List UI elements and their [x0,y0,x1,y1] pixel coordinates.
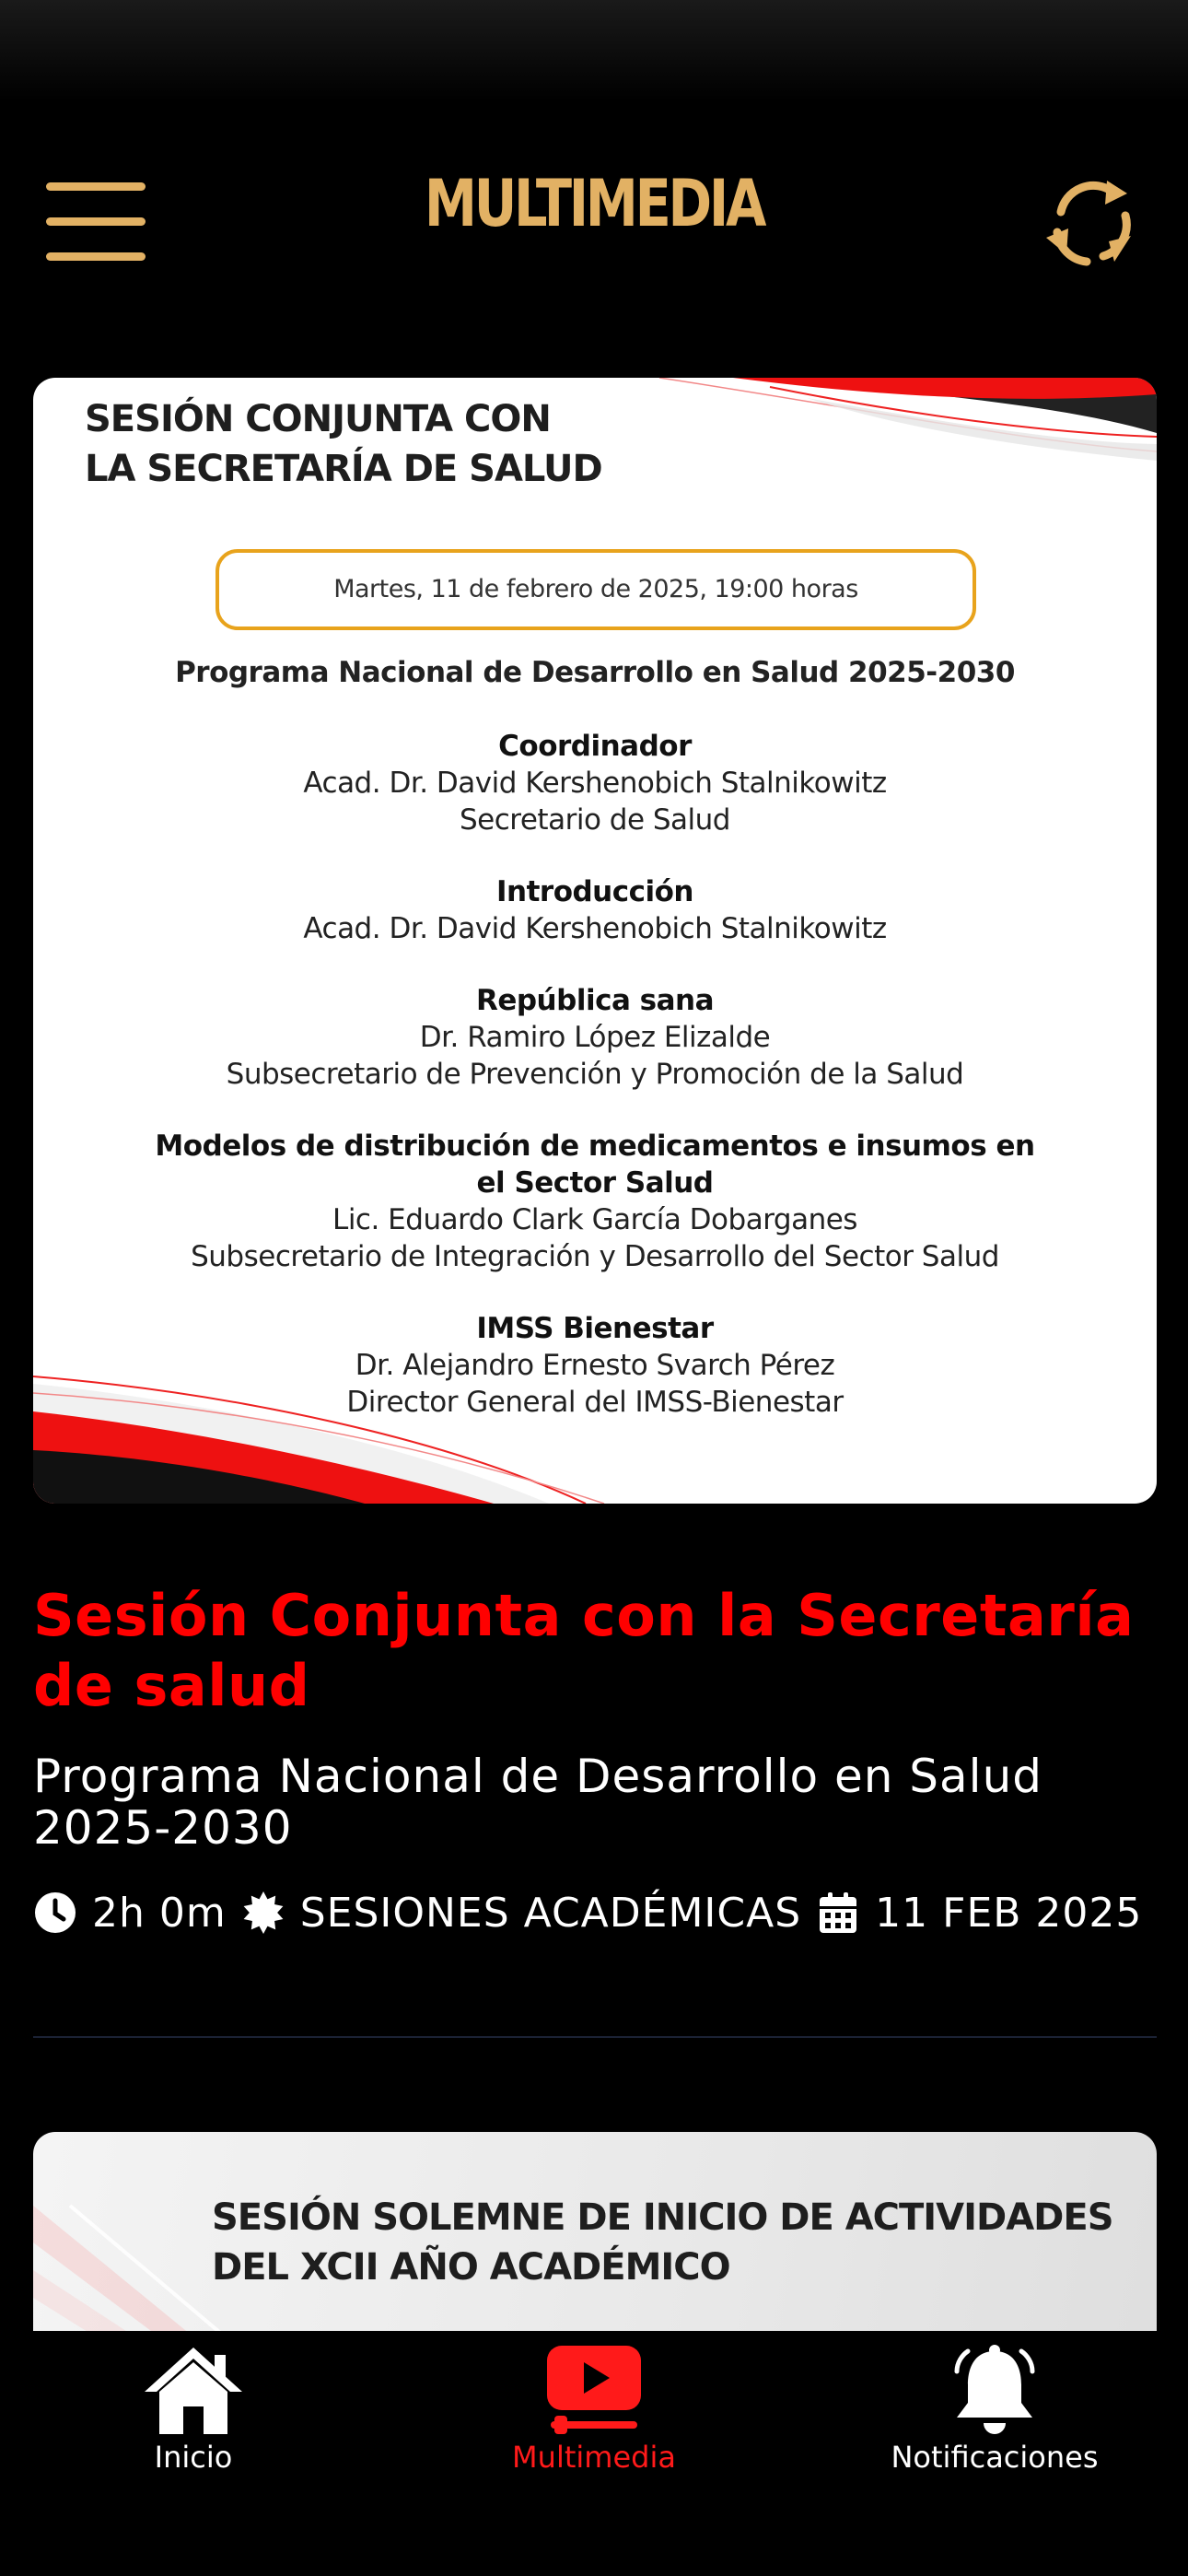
video-card[interactable] [33,378,1157,1937]
poster-section-republica: República sana Dr. Ramiro López Elizalde Subsecretario de Prevención y Promoción de la Salud [226,984,964,1091]
badge-icon [241,1891,285,1935]
status-bar [0,0,1188,101]
refresh-icon[interactable] [1041,173,1142,275]
poster-section-imss: IMSS Bienestar Dr. Alejandro Ernesto Svarch Pérez Director General del IMSS-Bienestar [346,1312,844,1419]
nav-item-notificaciones[interactable] [866,2331,1124,2515]
nav-item-inicio[interactable] [101,2331,285,2515]
video-duration: 2h 0m [92,1889,227,1937]
bottom-navigation [0,2331,1188,2576]
video-title[interactable]: Sesión Conjunta con la Secretaría de salud [33,1582,1135,1719]
poster-section-coordinador: Coordinador Acad. Dr. David Kershenobich Stalnikowitz Secretario de Salud [303,730,887,837]
poster-program: Programa Nacional de Desarrollo en Salud 2025-2030 [175,656,1015,689]
video-category: SESIONES ACADÉMICAS [299,1889,802,1937]
poster-title: SESIÓN SOLEMNE DE INICIO DE ACTIVIDADES DEL XCII AÑO ACADÉMICO [212,2196,1113,2289]
poster-section-introduccion: Introducción Acad. Dr. David Kershenobich Stalnikowitz [303,875,887,945]
nav-label-multimedia: Multimedia [512,2440,676,2475]
nav-item-multimedia[interactable] [479,2331,709,2515]
home-icon [143,2344,244,2436]
video-date: 11 FEB 2025 [875,1889,1143,1937]
clock-icon [33,1891,77,1935]
nav-label-notificaciones: Notificaciones [891,2440,1099,2475]
nav-label-inicio: Inicio [154,2440,233,2475]
multimedia-feed[interactable] [0,378,1188,2331]
decorative-wave [33,1365,1157,1504]
poster-section-modelos: Modelos de distribución de medicamentos e insumos en el Sector Salud Lic. Eduardo Clark García Dobarganes Subsecretario de Integración y Desarrollo del Sector Salud [155,1130,1035,1273]
video-thumbnail[interactable] [33,2132,1157,2331]
top-app-bar [0,138,1188,304]
video-thumbnail[interactable] [33,378,1157,1504]
bell-icon [944,2344,1045,2436]
video-play-icon [543,2344,645,2436]
poster-date: Martes, 11 de febrero de 2025, 19:00 horas [215,549,976,630]
video-subtitle: Programa Nacional de Desarrollo en Salud 2025-2030 [33,1750,1043,1855]
page-title: MULTIMEDIA [424,166,764,241]
poster-title: SESIÓN CONJUNTA CON LA SECRETARÍA DE SALUD [85,398,602,490]
calendar-icon [816,1891,860,1935]
card-divider [33,2036,1157,2038]
video-meta [33,1885,1157,1940]
